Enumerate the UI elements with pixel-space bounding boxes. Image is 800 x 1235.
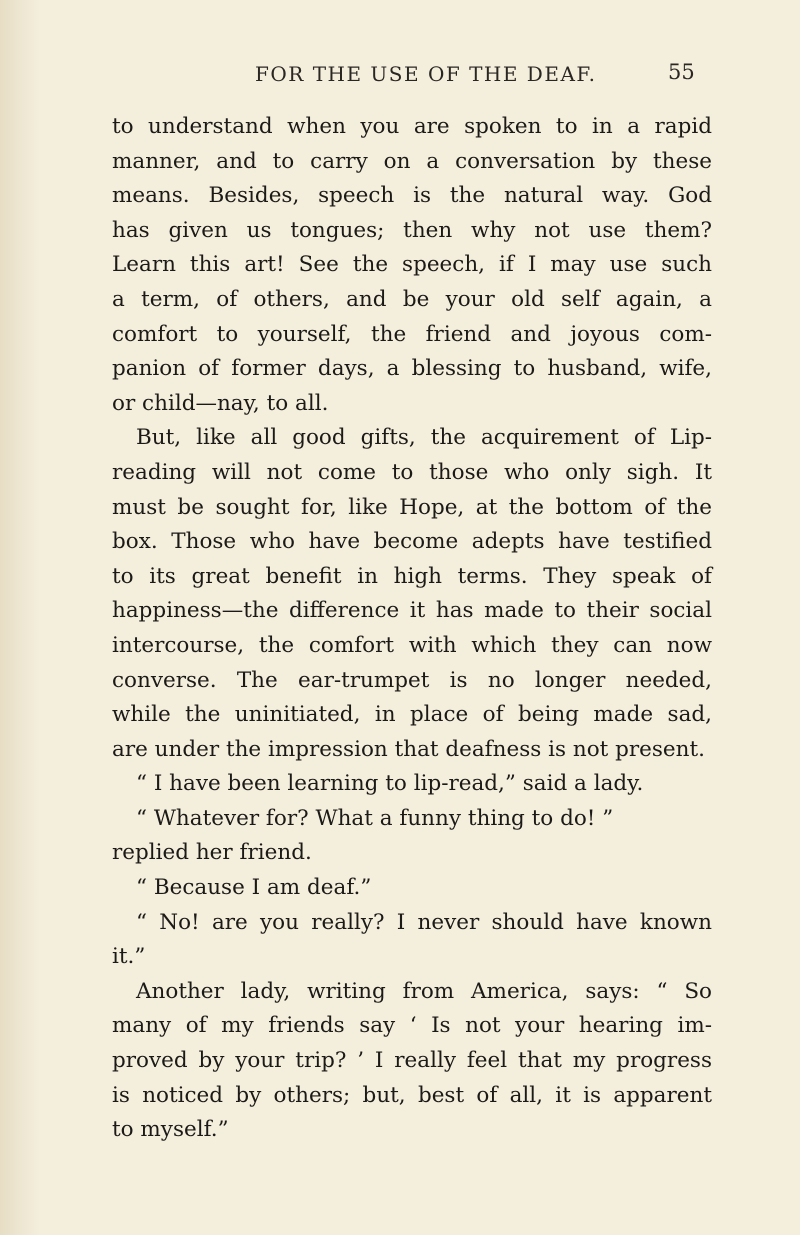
text-line: is noticed by others; but, best of all, it is apparent <box>112 1082 712 1108</box>
text-line: many of my friends say ‘ Is not your hearing im- <box>112 1013 712 1039</box>
text-line: “ Whatever for? What a funny thing to do! ” <box>136 805 614 831</box>
text-line: panion of former days, a blessing to husband, wife, <box>112 356 712 382</box>
text-line: “ No! are you really? I never should have known <box>136 909 712 935</box>
page-number: 55 <box>668 60 695 84</box>
text-line: must be sought for, like Hope, at the bottom of the <box>112 494 712 520</box>
text-line: it.” <box>112 944 146 970</box>
text-line: to its great benefit in high terms. They speak of <box>112 563 712 589</box>
text-line: proved by your trip? ’ I really feel that my progress <box>112 1048 712 1074</box>
text-line: means. Besides, speech is the natural way. God <box>112 183 712 209</box>
text-line: to myself.” <box>112 1117 229 1143</box>
text-line: Another lady, writing from America, says: “ So <box>136 978 712 1004</box>
text-line: intercourse, the comfort with which they can now <box>112 632 712 658</box>
text-line: reading will not come to those who only sigh. It <box>112 459 712 485</box>
text-line: box. Those who have become adepts have testified <box>112 529 712 555</box>
text-line: “ Because I am deaf.” <box>136 875 372 901</box>
text-line: comfort to yourself, the friend and joyous com- <box>112 321 712 347</box>
text-line: replied her friend. <box>112 840 312 866</box>
text-line: has given us tongues; then why not use them? <box>112 217 712 243</box>
text-line: “ I have been learning to lip-read,” said a lady. <box>136 771 644 797</box>
text-line: to understand when you are spoken to in a rapid <box>112 114 712 139</box>
text-line: converse. The ear-trumpet is no longer needed, <box>112 667 712 693</box>
text-line: a term, of others, and be your old self again, a <box>112 286 712 312</box>
text-line: are under the impression that deafness is not present. <box>112 736 705 762</box>
text-line: But, like all good gifts, the acquirement of Lip- <box>136 425 712 451</box>
text-line: Learn this art! See the speech, if I may use such <box>112 252 712 278</box>
text-line: happiness—the difference it has made to their social <box>112 598 712 624</box>
text-line: while the uninitiated, in place of being made sad, <box>112 702 712 728</box>
running-header: FOR THE USE OF THE DEAF. <box>255 62 597 86</box>
text-line: manner, and to carry on a conversation by these <box>112 148 712 174</box>
body-text <box>112 110 712 1148</box>
text-line: or child—nay, to all. <box>112 390 329 416</box>
